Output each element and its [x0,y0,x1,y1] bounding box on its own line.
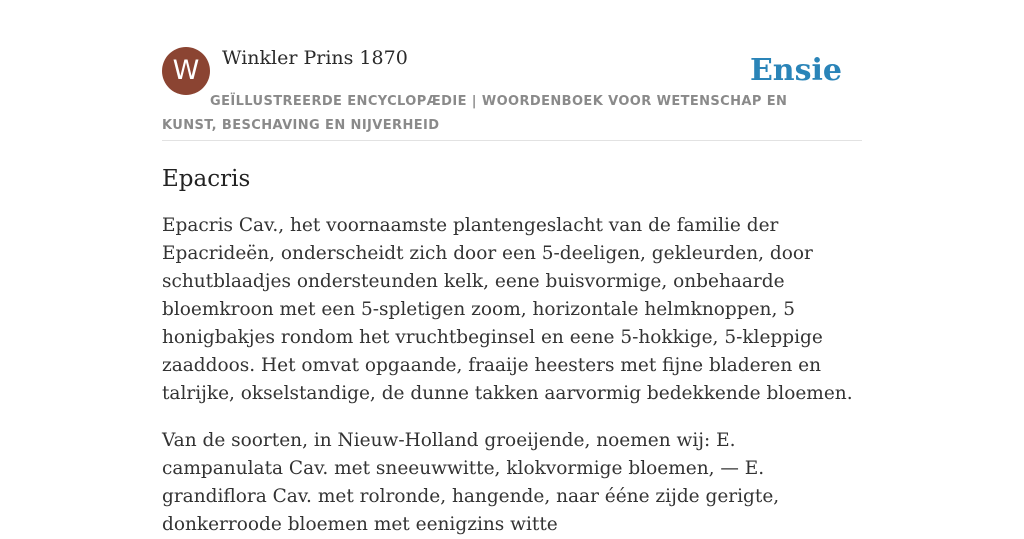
entry-content [162,160,862,539]
source-subtitle: GEÏLLUSTREERDE ENCYCLOPÆDIE | WOORDENBOEK VOOR WETENSCHAP EN KUNST, BESCHAVING EN NIJVERHEID [162,94,788,133]
ensie-logo-link[interactable]: Ensie [749,53,842,88]
source-avatar[interactable]: W [162,47,210,95]
source-header [162,46,862,141]
source-title-link[interactable]: Winkler Prins 1870 [222,47,408,69]
entry-title: Epacris [162,166,251,192]
entry-paragraph-1: Epacris Cav., het voornaamste plantengeslacht van de familie der Epacrideën, onderscheidt zich door een 5-deeligen, gekleurden, door schutblaadjes ondersteunden kelk, eene buisvormige, onbehaarde bloemkroon met een 5-spletigen zoom, horizontale helmknoppen, 5 honigbakjes rondom het vruchtbeginsel en eene 5-hokkige, 5-kleppige zaaddoos. Het omvat opgaande, fraaije heesters met fijne bladeren en talrijke, okselstandige, de dunne takken aarvormig bedekkende bloemen. [162,215,853,404]
entry-paragraph-2: Van de soorten, in Nieuw-Holland groeijende, noemen wij: E. campanulata Cav. met sneeuwwitte, klokvormige bloemen, — E. grandiflora Cav. met rolronde, hangende, naar ééne zijde gerigte, donkerroode bloemen met eenigzins witte [162,430,780,535]
